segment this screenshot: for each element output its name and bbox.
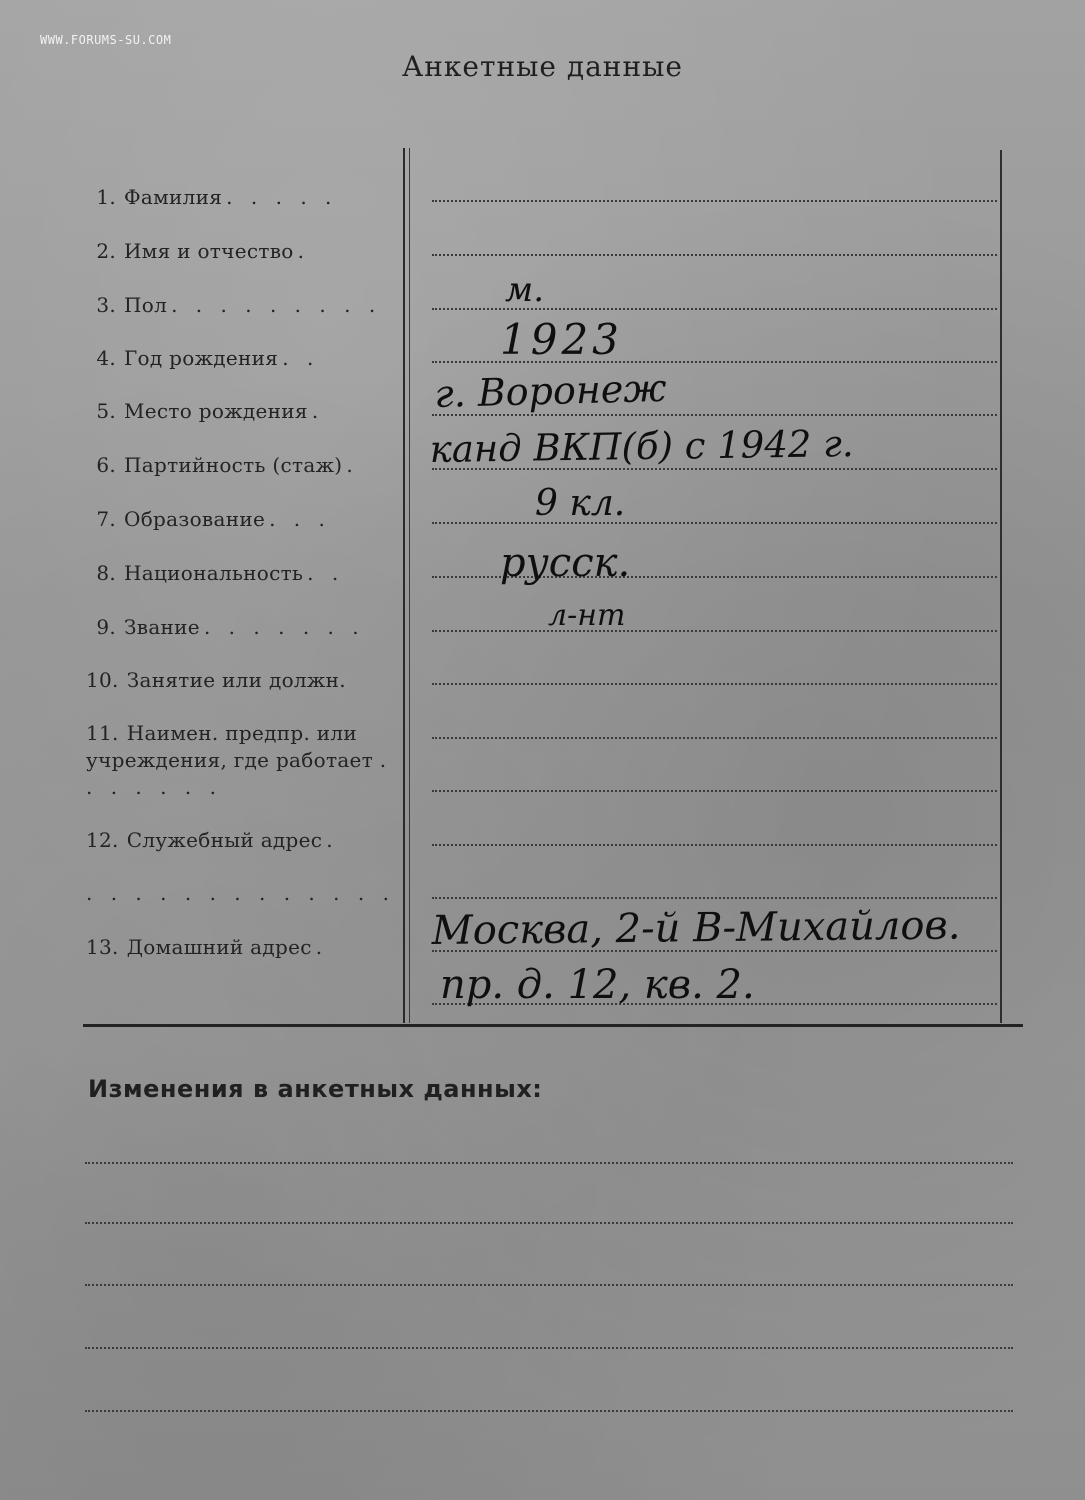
- answer-line: [432, 897, 997, 899]
- handwritten-party: канд ВКП(б) с 1942 г.: [429, 422, 854, 471]
- handwritten-nationality: русск.: [500, 540, 631, 586]
- changes-line: [85, 1162, 1013, 1164]
- field-label-employer: 11. Наимен. предпр. или учреждения, где работает . . . . . . .: [86, 721, 393, 799]
- answer-line: [432, 200, 997, 202]
- handwritten-education: 9 кл.: [535, 483, 626, 524]
- field-label-party: 6. Партийность (стаж) .: [96, 453, 359, 477]
- column-divider-inner: [409, 148, 410, 1023]
- field-label-sex: 3. Пол . . . . . . . . .: [96, 293, 382, 317]
- field-label-surname: 1. Фамилия . . . . .: [96, 185, 338, 209]
- answer-line: [432, 414, 997, 416]
- field-label-home-address: 13. Домашний адрес .: [86, 935, 329, 959]
- right-border: [1000, 150, 1002, 1023]
- handwritten-rank: л-нт: [548, 598, 626, 633]
- answer-line: [432, 844, 997, 846]
- handwritten-sex: м.: [505, 270, 544, 310]
- answer-line: [432, 522, 997, 524]
- field-label-work-address: 12. Служебный адрес .: [86, 828, 339, 852]
- form-title: Анкетные данные: [402, 50, 683, 83]
- field-label-birth-year: 4. Год рождения . .: [96, 346, 320, 370]
- answer-line: [432, 683, 997, 685]
- answer-line: [432, 737, 997, 739]
- field-label-continuation: . . . . . . . . . . . . .: [86, 881, 395, 905]
- field-label-nationality: 8. Национальность . .: [96, 561, 345, 585]
- field-label-occupation: 10. Занятие или должн.: [86, 668, 346, 692]
- field-label-rank: 9. Звание . . . . . . .: [96, 615, 365, 639]
- handwritten-address-line1: Москва, 2-й В-Михайлов.: [431, 902, 961, 954]
- section-divider: [83, 1024, 1023, 1027]
- handwritten-birth-year: 1923: [500, 315, 623, 364]
- changes-line: [85, 1410, 1013, 1412]
- changes-line: [85, 1347, 1013, 1349]
- column-divider: [403, 148, 405, 1023]
- handwritten-birthplace: г. Воронеж: [433, 365, 668, 416]
- answer-line: [432, 630, 997, 632]
- changes-line: [85, 1222, 1013, 1224]
- handwritten-address-line2: пр. д. 12, кв. 2.: [440, 962, 755, 1008]
- watermark: WWW.FORUMS-SU.COM: [40, 33, 172, 47]
- changes-line: [85, 1284, 1013, 1286]
- field-label-name: 2. Имя и отчество .: [96, 239, 310, 263]
- field-label-education: 7. Образование . . .: [96, 507, 331, 531]
- changes-title: Изменения в анкетных данных:: [88, 1075, 543, 1103]
- answer-line: [432, 790, 997, 792]
- field-label-birthplace: 5. Место рождения .: [96, 399, 325, 423]
- answer-line: [432, 254, 997, 256]
